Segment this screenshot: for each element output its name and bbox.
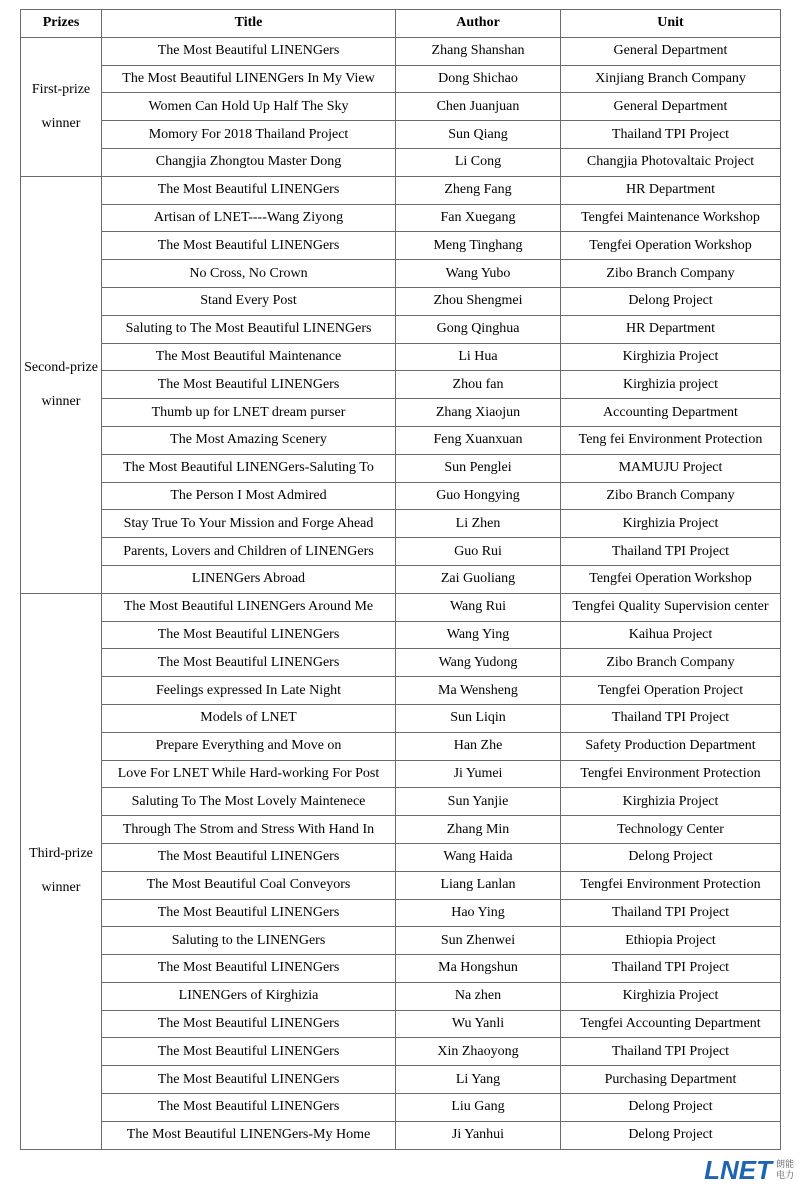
cell-title: The Most Amazing Scenery [102,426,396,454]
table-row [21,899,781,927]
cell-title: Women Can Hold Up Half The Sky [102,93,396,121]
cell-title: The Person I Most Admired [102,482,396,510]
table-row [21,982,781,1010]
cell-title: The Most Beautiful LINENGers-My Home [102,1121,396,1149]
header-unit: Unit [561,10,781,38]
cell-title: The Most Beautiful LINENGers In My View [102,65,396,93]
table-row [21,315,781,343]
table-row [21,1010,781,1038]
cell-title: The Most Beautiful LINENGers [102,1010,396,1038]
cell-author: Ma Hongshun [396,955,561,983]
table-row [21,1066,781,1094]
cell-title: The Most Beautiful LINENGers [102,176,396,204]
cell-title: Thumb up for LNET dream purser [102,399,396,427]
cell-title: Artisan of LNET----Wang Ziyong [102,204,396,232]
cell-title: Prepare Everything and Move on [102,732,396,760]
cell-unit: Xinjiang Branch Company [561,65,781,93]
cell-unit: Kaihua Project [561,621,781,649]
table-row [21,204,781,232]
cell-title: Saluting to the LINENGers [102,927,396,955]
cell-author: Sun Liqin [396,704,561,732]
table-row [21,1094,781,1122]
table-row [21,593,781,621]
table-row [21,1121,781,1149]
table-row [21,732,781,760]
cell-title: The Most Beautiful LINENGers [102,899,396,927]
cell-author: Zheng Fang [396,176,561,204]
table-row [21,121,781,149]
cell-unit: Tengfei Operation Workshop [561,565,781,593]
table-row [21,871,781,899]
cell-unit: Zibo Branch Company [561,260,781,288]
cell-author: Ji Yanhui [396,1121,561,1149]
table-row [21,955,781,983]
cell-author: Chen Juanjuan [396,93,561,121]
cell-title: Models of LNET [102,704,396,732]
logo-cn-line1: 朗能 [775,1159,794,1170]
table-row [21,927,781,955]
header-title: Title [102,10,396,38]
cell-author: Wu Yanli [396,1010,561,1038]
cell-title: Changjia Zhongtou Master Dong [102,148,396,176]
cell-unit: Kirghizia Project [561,982,781,1010]
cell-unit: Tengfei Maintenance Workshop [561,204,781,232]
cell-unit: Thailand TPI Project [561,955,781,983]
cell-title: Stand Every Post [102,287,396,315]
cell-author: Zhou Shengmei [396,287,561,315]
cell-unit: Kirghizia Project [561,788,781,816]
prize-category-cell [21,37,102,176]
cell-author: Wang Rui [396,593,561,621]
cell-author: Wang Yudong [396,649,561,677]
table-row [21,538,781,566]
cell-title: The Most Beautiful Maintenance [102,343,396,371]
cell-title: The Most Beautiful LINENGers [102,1094,396,1122]
cell-unit: Zibo Branch Company [561,482,781,510]
cell-unit: Delong Project [561,287,781,315]
cell-author: Li Cong [396,148,561,176]
cell-author: Meng Tinghang [396,232,561,260]
cell-title: LINENGers of Kirghizia [102,982,396,1010]
cell-title: Love For LNET While Hard-working For Post [102,760,396,788]
table-row [21,843,781,871]
table-row [21,93,781,121]
table-row [21,399,781,427]
cell-unit: Tengfei Quality Supervision center [561,593,781,621]
table-row [21,510,781,538]
cell-title: The Most Beautiful Coal Conveyors [102,871,396,899]
table-row [21,232,781,260]
cell-unit: Delong Project [561,1121,781,1149]
cell-unit: Accounting Department [561,399,781,427]
cell-author: Wang Yubo [396,260,561,288]
cell-title: Parents, Lovers and Children of LINENGers [102,538,396,566]
table-row [21,788,781,816]
prize-category-cell [21,593,102,1149]
cell-unit: Thailand TPI Project [561,1038,781,1066]
cell-title: Stay True To Your Mission and Forge Ahead [102,510,396,538]
cell-author: Li Zhen [396,510,561,538]
company-logo [704,1155,794,1186]
cell-unit: General Department [561,37,781,65]
cell-author: Guo Hongying [396,482,561,510]
table-row [21,287,781,315]
cell-unit: HR Department [561,315,781,343]
cell-author: Hao Ying [396,899,561,927]
cell-title: The Most Beautiful LINENGers [102,843,396,871]
cell-author: Sun Yanjie [396,788,561,816]
table-body [21,37,781,1149]
prize-category-cell [21,176,102,593]
table-row [21,426,781,454]
table-row [21,677,781,705]
cell-unit: Thailand TPI Project [561,704,781,732]
cell-unit: Tengfei Operation Project [561,677,781,705]
cell-title: The Most Beautiful LINENGers [102,621,396,649]
cell-unit: Kirghizia Project [561,343,781,371]
cell-unit: Ethiopia Project [561,927,781,955]
cell-unit: Delong Project [561,843,781,871]
prize-label-line1: Third-prize [29,846,93,862]
table-row [21,565,781,593]
cell-title: Saluting to The Most Beautiful LINENGers [102,315,396,343]
header-author: Author [396,10,561,38]
prize-label-line1: First-prize [31,81,91,97]
cell-unit: Thailand TPI Project [561,121,781,149]
cell-unit: Purchasing Department [561,1066,781,1094]
cell-author: Zhang Xiaojun [396,399,561,427]
cell-author: Wang Ying [396,621,561,649]
cell-author: Zhang Min [396,816,561,844]
cell-author: Xin Zhaoyong [396,1038,561,1066]
table-row [21,371,781,399]
cell-unit: Zibo Branch Company [561,649,781,677]
cell-author: Liang Lanlan [396,871,561,899]
table-row [21,148,781,176]
cell-author: Li Yang [396,1066,561,1094]
cell-title: LINENGers Abroad [102,565,396,593]
cell-author: Wang Haida [396,843,561,871]
cell-author: Fan Xuegang [396,204,561,232]
cell-unit: HR Department [561,176,781,204]
table-row [21,760,781,788]
cell-author: Feng Xuanxuan [396,426,561,454]
cell-unit: General Department [561,93,781,121]
cell-unit: Kirghizia project [561,371,781,399]
cell-author: Sun Zhenwei [396,927,561,955]
cell-unit: Kirghizia Project [561,510,781,538]
table-row [21,37,781,65]
cell-author: Zhang Shanshan [396,37,561,65]
cell-unit: Tengfei Environment Protection [561,760,781,788]
cell-author: Zai Guoliang [396,565,561,593]
cell-unit: Tengfei Accounting Department [561,1010,781,1038]
logo-cn-line2: 电力 [775,1170,794,1181]
logo-mark: LNET [704,1155,772,1185]
table-row [21,65,781,93]
cell-author: Dong Shichao [396,65,561,93]
cell-author: Zhou fan [396,371,561,399]
cell-unit: MAMUJU Project [561,454,781,482]
cell-title: The Most Beautiful LINENGers [102,955,396,983]
cell-unit: Tengfei Environment Protection [561,871,781,899]
cell-title: The Most Beautiful LINENGers Around Me [102,593,396,621]
cell-title: The Most Beautiful LINENGers [102,371,396,399]
table-row [21,482,781,510]
cell-title: The Most Beautiful LINENGers-Saluting To [102,454,396,482]
cell-title: Saluting To The Most Lovely Maintenece [102,788,396,816]
cell-author: Li Hua [396,343,561,371]
cell-unit: Thailand TPI Project [561,538,781,566]
table-row [21,343,781,371]
cell-author: Liu Gang [396,1094,561,1122]
table-row [21,704,781,732]
cell-title: The Most Beautiful LINENGers [102,232,396,260]
cell-title: Momory For 2018 Thailand Project [102,121,396,149]
cell-title: The Most Beautiful LINENGers [102,1066,396,1094]
cell-title: Feelings expressed In Late Night [102,677,396,705]
prize-label-line2: winner [41,880,81,896]
prize-label-line2: winner [41,393,81,409]
prize-label-line2: winner [41,115,81,131]
logo-chinese-text [776,1160,794,1182]
cell-author: Guo Rui [396,538,561,566]
cell-author: Na zhen [396,982,561,1010]
cell-title: No Cross, No Crown [102,260,396,288]
table-row [21,621,781,649]
cell-author: Sun Penglei [396,454,561,482]
header-prizes: Prizes [21,10,102,38]
table-row [21,816,781,844]
cell-unit: Changjia Photovaltaic Project [561,148,781,176]
table-row [21,176,781,204]
cell-author: Ji Yumei [396,760,561,788]
cell-author: Gong Qinghua [396,315,561,343]
cell-author: Sun Qiang [396,121,561,149]
cell-unit: Teng fei Environment Protection [561,426,781,454]
cell-unit: Tengfei Operation Workshop [561,232,781,260]
header-row [21,10,781,38]
cell-title: The Most Beautiful LINENGers [102,649,396,677]
cell-author: Ma Wensheng [396,677,561,705]
prize-label-line1: Second-prize [24,359,98,375]
cell-unit: Safety Production Department [561,732,781,760]
cell-title: The Most Beautiful LINENGers [102,1038,396,1066]
cell-unit: Thailand TPI Project [561,899,781,927]
cell-author: Han Zhe [396,732,561,760]
table-row [21,1038,781,1066]
awards-table [20,9,781,1150]
cell-unit: Technology Center [561,816,781,844]
table-row [21,649,781,677]
cell-title: Through The Strom and Stress With Hand In [102,816,396,844]
table-row [21,260,781,288]
cell-title: The Most Beautiful LINENGers [102,37,396,65]
table-row [21,454,781,482]
cell-unit: Delong Project [561,1094,781,1122]
